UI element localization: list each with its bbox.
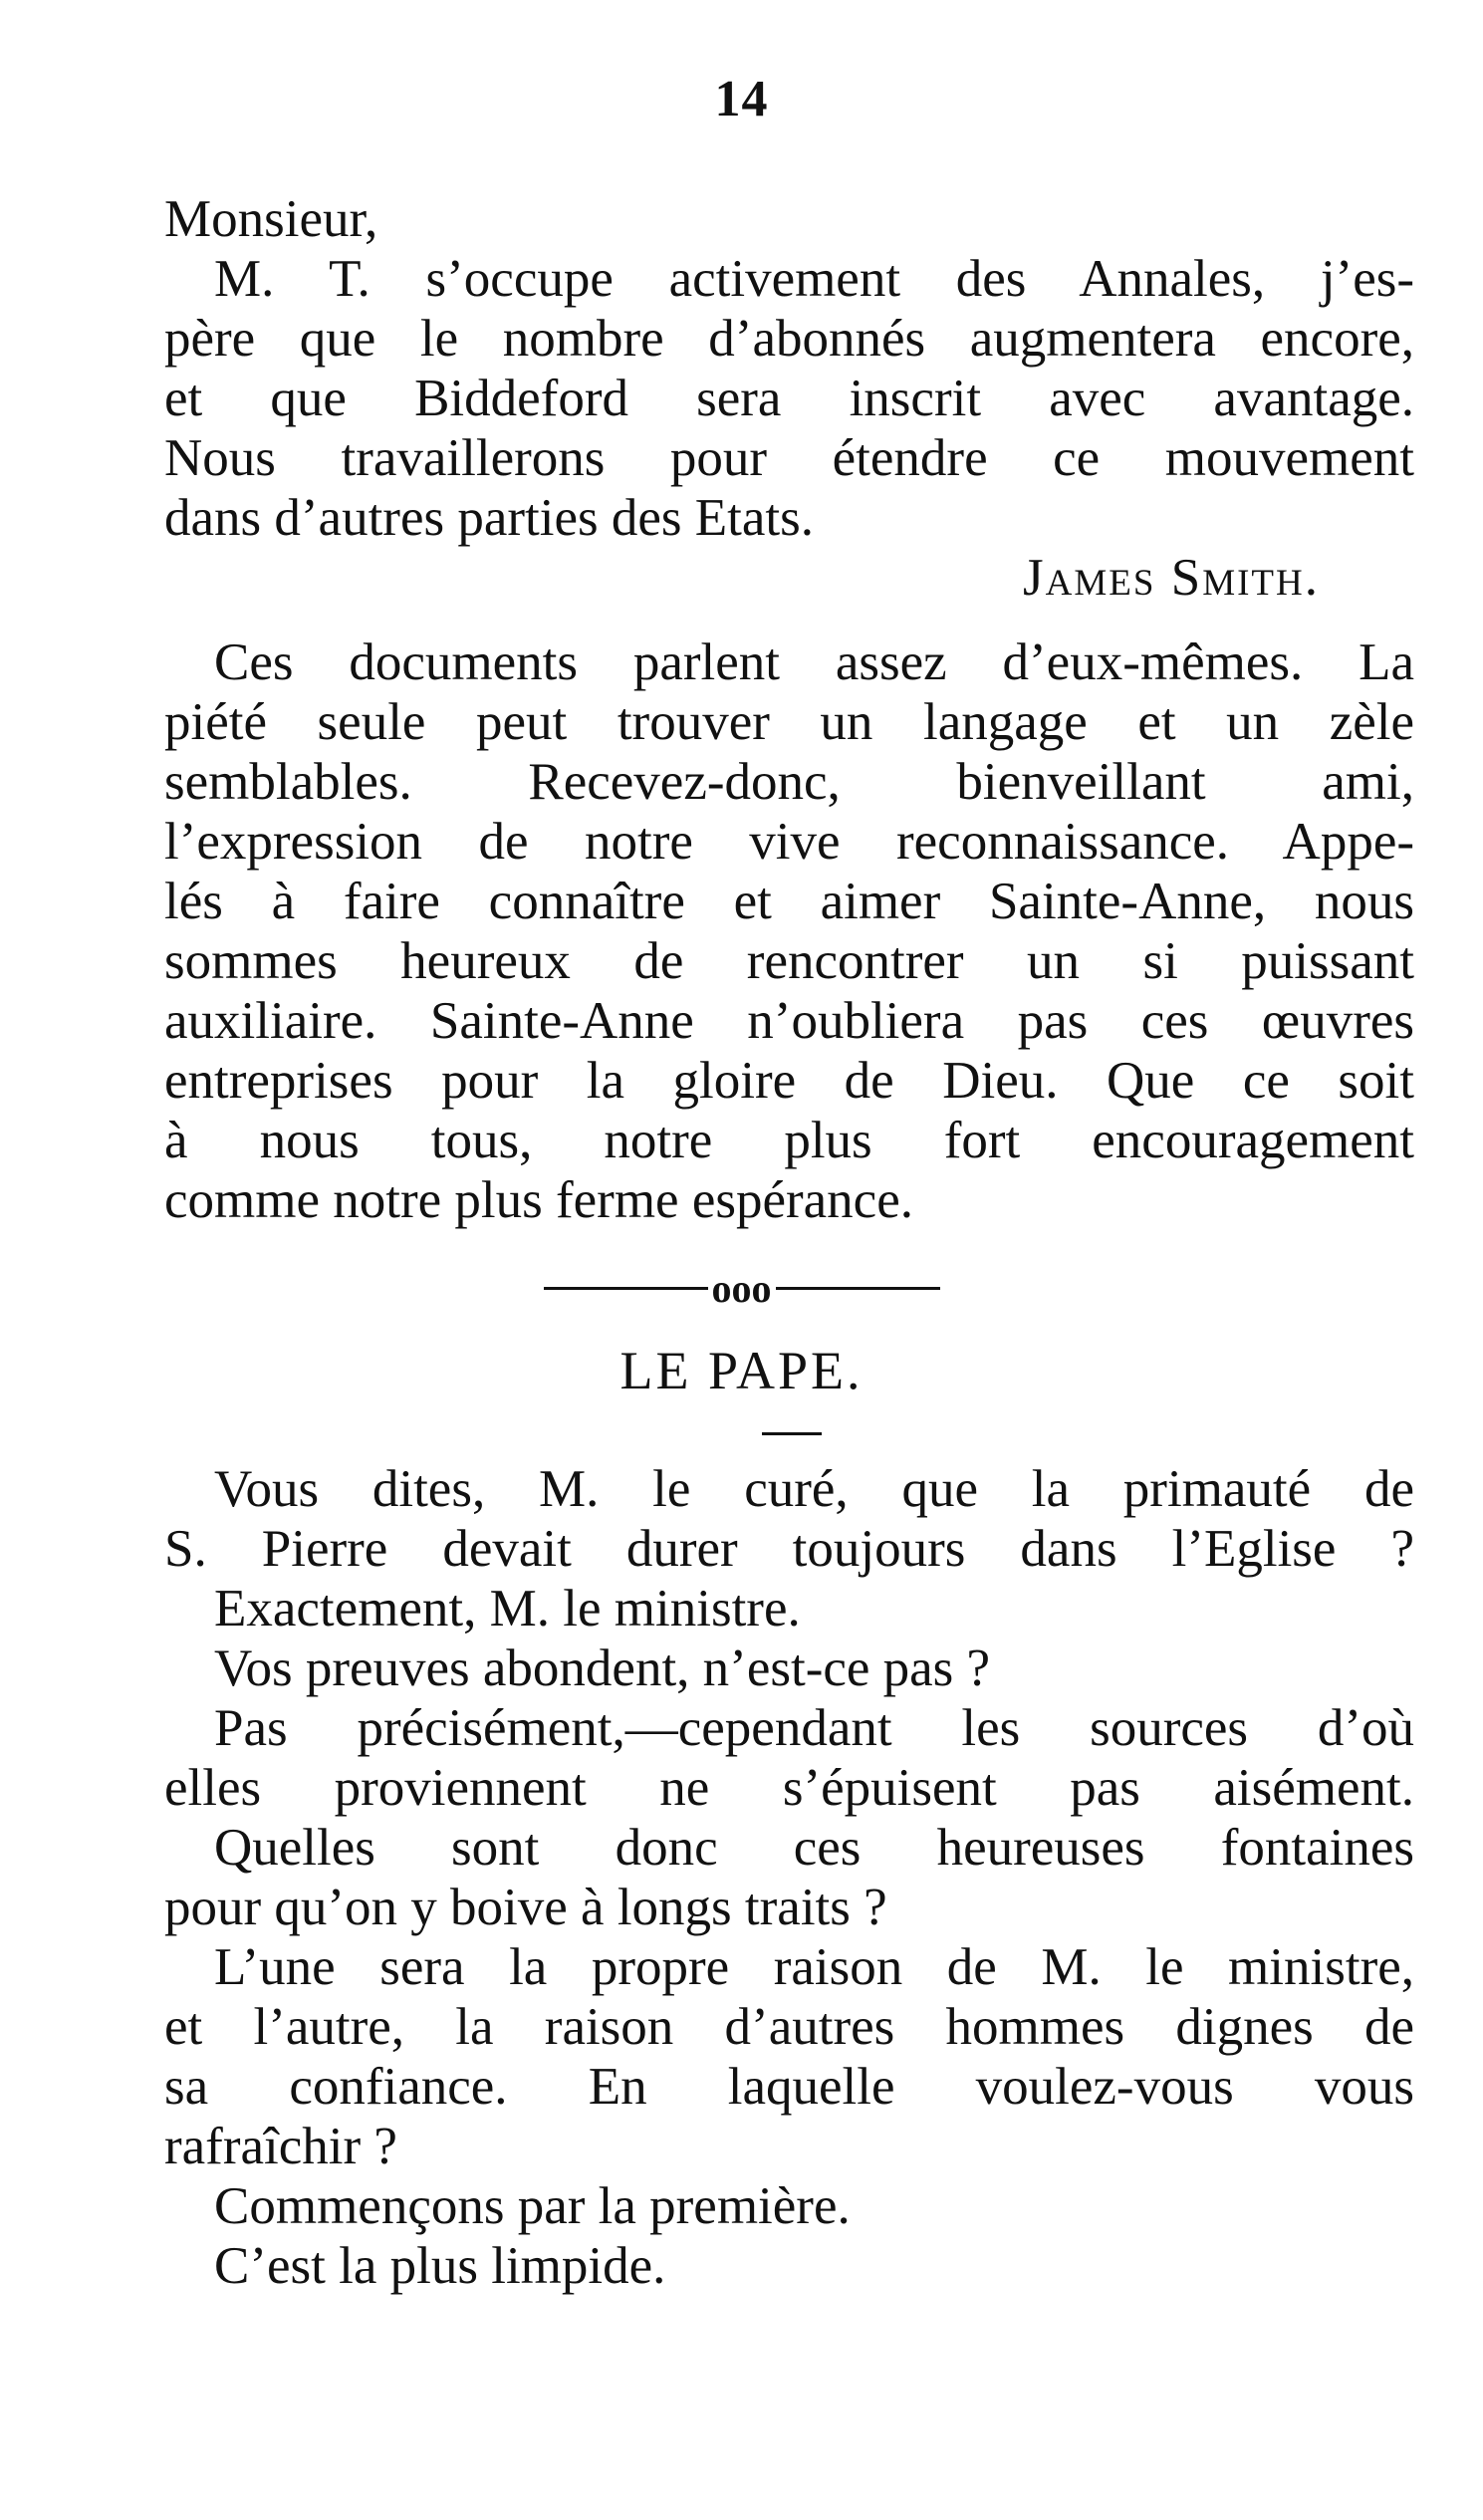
commentary-line: comme notre plus ferme espérance. [164,1171,913,1229]
letter-line: dans d’autres parties des Etats. [164,489,814,547]
dialogue-line: Vos preuves abondent, n’est-ce pas ? [214,1639,991,1697]
dialogue-line: pour qu’on y boive à longs traits ? [164,1879,887,1936]
letter-line: et que Biddeford sera inscrit avec avantage. [164,370,1414,427]
dialogue-line: Vous dites, M. le curé, que la primauté de [214,1460,1414,1518]
dialogue-line: Quelles sont donc ces heureuses fontaines [214,1819,1414,1877]
divider-rule-right [776,1287,940,1290]
letter-line: M. T. s’occupe activement des Annales, j’es- [214,250,1414,308]
dialogue-line: S. Pierre devait durer toujours dans l’Eglise ? [164,1520,1414,1578]
dialogue-line: sa confiance. En laquelle voulez-vous vous [164,2058,1414,2116]
dialogue-line: et l’autre, la raison d’autres hommes dignes de [164,1998,1414,2056]
commentary-line: Ces documents parlent assez d’eux-mêmes. La [214,633,1414,691]
commentary-line: entreprises pour la gloire de Dieu. Que ce soit [164,1052,1414,1110]
section-title: LE PAPE. [619,1341,864,1400]
letter-line: Monsieur, [164,190,378,248]
commentary-line: l’expression de notre vive reconnaissance. Appe- [164,813,1414,871]
letter-signature: James Smith. [1023,549,1320,607]
heading-underline-rule [762,1432,822,1435]
commentary-line: à nous tous, notre plus fort encouragement [164,1112,1414,1169]
commentary-line: sommes heureux de rencontrer un si puissant [164,932,1414,990]
dialogue-line: C’est la plus limpide. [214,2237,666,2295]
dialogue-line: Exactement, M. le ministre. [214,1580,801,1638]
page-number: 14 [714,71,769,127]
section-divider [0,1260,1483,1314]
letter-line: Nous travaillerons pour étendre ce mouvement [164,429,1414,487]
dialogue-line: elles proviennent ne s’épuisent pas aisément. [164,1759,1414,1817]
divider-ornament: ooo [711,1265,772,1311]
divider-rule-left [544,1287,708,1290]
dialogue-line: Commençons par la première. [214,2177,851,2235]
commentary-paragraph [164,632,1414,1230]
dialogue-line: Pas précisément,—cependant les sources d’où [214,1699,1414,1757]
commentary-line: auxiliaire. Sainte-Anne n’oubliera pas ces œuvres [164,992,1414,1050]
commentary-line: semblables. Recevez-donc, bienveillant ami, [164,753,1414,811]
dialogue-block [164,1459,1414,2296]
dialogue-line: L’une sera la propre raison de M. le ministre, [214,1938,1414,1996]
dialogue-line: rafraîchir ? [164,2118,397,2175]
letter-line: père que le nombre d’abonnés augmentera encore, [164,310,1414,368]
commentary-line: piété seule peut trouver un langage et un zèle [164,693,1414,751]
letter-block [164,189,1414,608]
commentary-line: lés à faire connaître et aimer Sainte-Anne, nous [164,873,1414,930]
